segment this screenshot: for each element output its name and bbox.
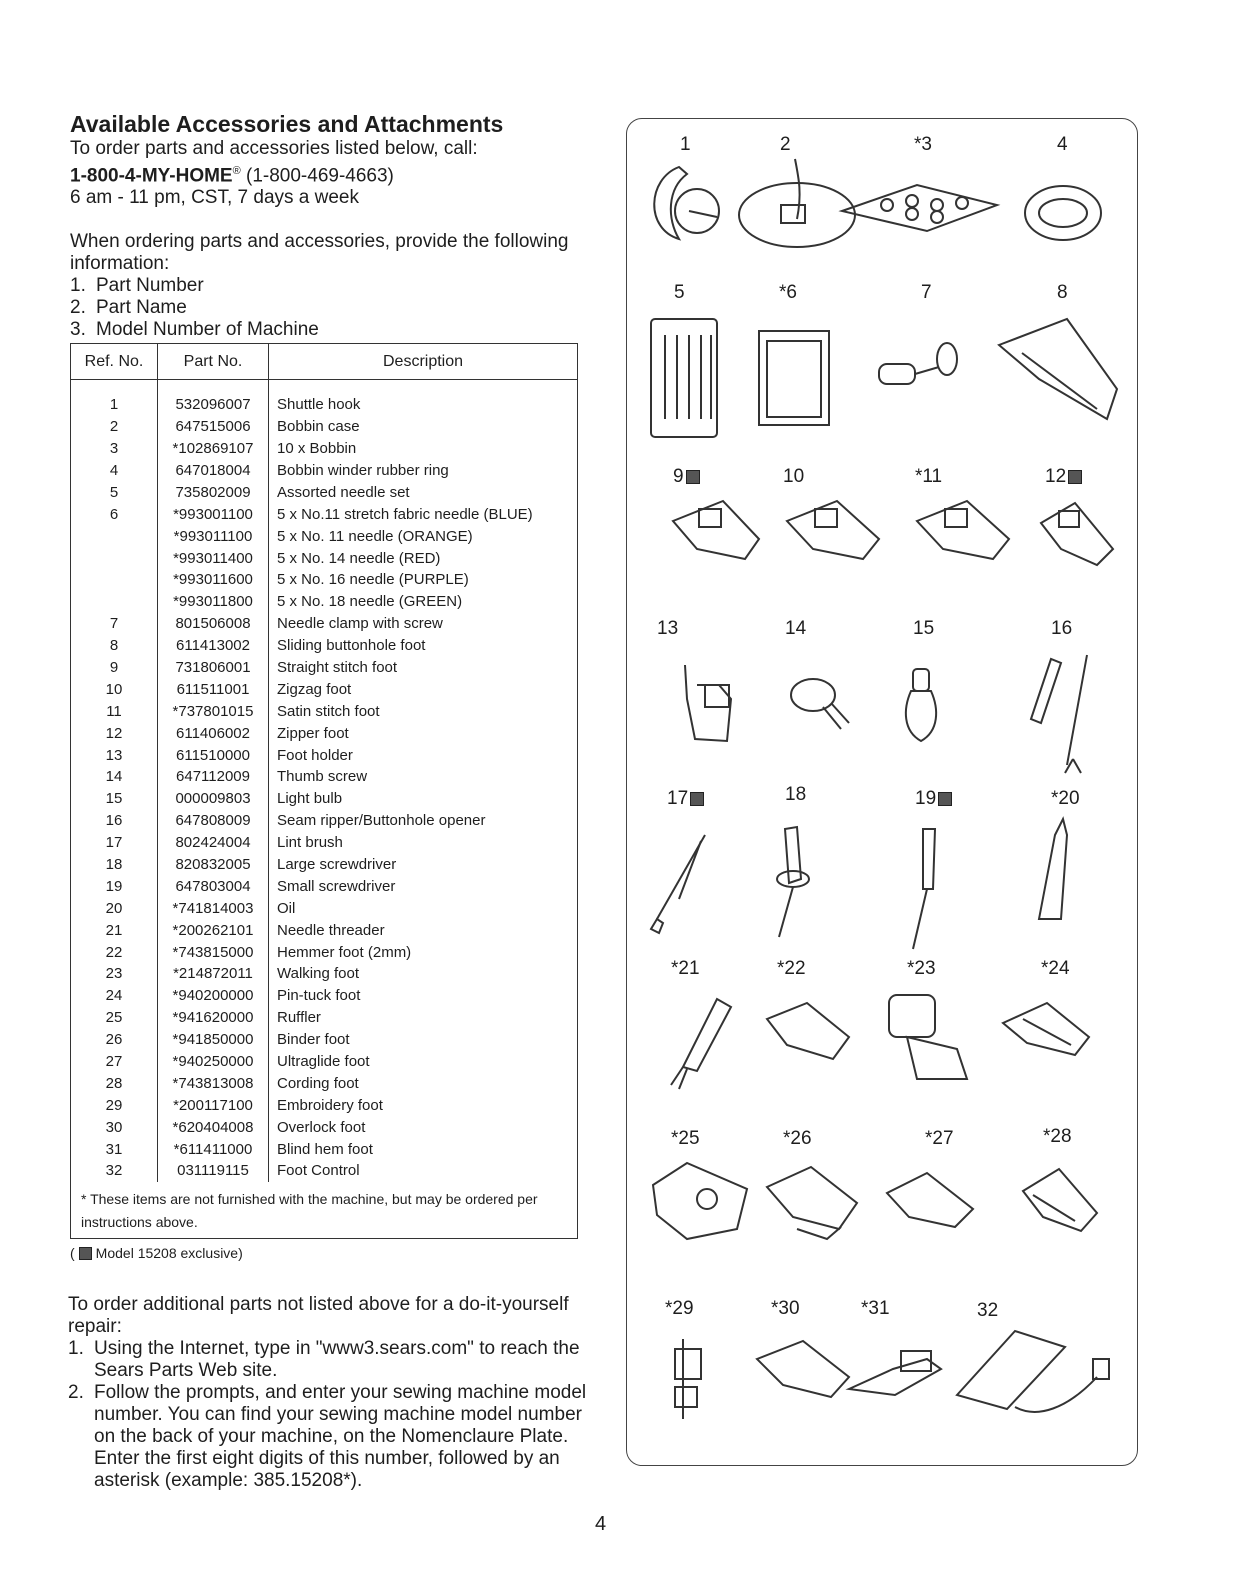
- ordering-intro: When ordering parts and accessories, provide the following information:: [70, 231, 569, 275]
- label-2: 2: [780, 134, 791, 155]
- zipper-foot-icon: [1041, 503, 1113, 565]
- cell-part: 647515006: [158, 416, 269, 438]
- table-row: [71, 854, 577, 876]
- cell-part: *993011800: [158, 591, 269, 613]
- cell-desc: Foot Control: [277, 1162, 360, 1180]
- label-16: 16: [1051, 618, 1073, 639]
- needle-set-icon: [651, 319, 717, 437]
- table-row: [71, 438, 577, 460]
- rubber-ring-icon: [1025, 186, 1101, 240]
- label-3: *3: [914, 134, 932, 155]
- label-27: *27: [925, 1128, 954, 1149]
- cell-part: *214872011: [158, 963, 269, 985]
- list-item: 1. Part Number: [70, 275, 204, 297]
- foot-holder-icon: [685, 665, 731, 741]
- exclusive-marker-icon: [79, 1247, 92, 1260]
- cell-part: 647018004: [158, 460, 269, 482]
- list-item: 3. Model Number of Machine: [70, 319, 319, 341]
- cell-part: 611413002: [158, 635, 269, 657]
- cell-ref: 7: [71, 613, 158, 635]
- cell-desc: 5 x No. 16 needle (PURPLE): [277, 571, 469, 589]
- ruffler-icon: [653, 1163, 747, 1239]
- cell-desc: Thumb screw: [277, 768, 368, 786]
- cell-part: 532096007: [158, 380, 269, 416]
- phone-bold: 1-800-4-MY-HOME: [70, 165, 233, 187]
- left-column: [70, 110, 600, 1261]
- cell-part: 820832005: [158, 854, 269, 876]
- table-row: [71, 1161, 577, 1183]
- cell-ref: 10: [71, 679, 158, 701]
- cell-desc: Lint brush: [277, 834, 343, 852]
- parts-table-body: [71, 380, 577, 1183]
- table-row: [71, 876, 577, 898]
- cell-part: 611406002: [158, 723, 269, 745]
- cell-part: *737801015: [158, 701, 269, 723]
- label-9: 9: [673, 467, 700, 487]
- cell-ref: 20: [71, 898, 158, 920]
- cell-desc: Foot holder: [277, 746, 353, 764]
- overlock-foot-icon: [757, 1341, 849, 1397]
- cell-desc: Assorted needle set: [277, 483, 410, 501]
- table-row: [71, 963, 577, 985]
- table-row: [71, 460, 577, 482]
- cell-desc: Small screwdriver: [277, 877, 396, 895]
- cell-desc: 5 x No. 11 needle (ORANGE): [277, 527, 473, 545]
- table-row: [71, 1139, 577, 1161]
- cell-ref: 24: [71, 985, 158, 1007]
- cell-ref: 31: [71, 1139, 158, 1161]
- table-row: [71, 745, 577, 767]
- needle-pack-icon: [759, 331, 829, 425]
- label-6: *6: [779, 282, 797, 303]
- pin-tuck-foot-icon: [1003, 1003, 1089, 1055]
- cell-ref: 29: [71, 1095, 158, 1117]
- cell-desc: Seam ripper/Buttonhole opener: [277, 812, 486, 830]
- page-title: Available Accessories and Attachments: [70, 111, 504, 137]
- cell-ref: 25: [71, 1007, 158, 1029]
- cell-desc: Binder foot: [277, 1031, 350, 1049]
- binder-foot-icon: [767, 1167, 857, 1239]
- cell-ref: 12: [71, 723, 158, 745]
- straight-stitch-foot-icon: [673, 501, 759, 559]
- hemmer-foot-icon: [767, 1003, 849, 1059]
- col-header-part: Part No.: [158, 344, 269, 380]
- cell-ref: 15: [71, 788, 158, 810]
- cell-ref: 22: [71, 942, 158, 964]
- walking-foot-icon: [889, 995, 967, 1079]
- cell-part: *993011600: [158, 569, 269, 591]
- phone-number: (1-800-469-4663): [240, 165, 394, 187]
- cell-ref: [71, 569, 158, 591]
- cell-desc: Ruffler: [277, 1009, 321, 1027]
- cell-desc: Blind hem foot: [277, 1140, 373, 1158]
- cell-desc: Hemmer foot (2mm): [277, 943, 412, 961]
- list-item: 1. Using the Internet, type in "www3.sears.com" to reach the Sears Parts Web site.: [68, 1338, 580, 1381]
- table-row: [71, 788, 577, 810]
- label-19: 19: [915, 789, 952, 809]
- additional-intro: To order additional parts not listed above for a do-it-yourself repair:: [68, 1294, 569, 1337]
- cell-part: *940200000: [158, 985, 269, 1007]
- label-14: 14: [785, 618, 807, 639]
- table-row: [71, 942, 577, 964]
- parts-table: [71, 344, 577, 1182]
- cell-part: 647808009: [158, 810, 269, 832]
- cell-part: 000009803: [158, 788, 269, 810]
- label-5: 5: [674, 282, 685, 303]
- col-header-ref: Ref. No.: [71, 344, 158, 380]
- table-row: [71, 701, 577, 723]
- cell-ref: 3: [71, 438, 158, 460]
- accessories-drawings: [627, 119, 1135, 1463]
- table-row: [71, 657, 577, 679]
- cell-desc: Zigzag foot: [277, 680, 352, 698]
- table-row: [71, 380, 577, 416]
- label-30: *30: [771, 1298, 800, 1319]
- cell-part: *941620000: [158, 1007, 269, 1029]
- label-21: *21: [671, 958, 700, 979]
- cell-desc: Embroidery foot: [277, 1096, 383, 1114]
- label-17: 17: [667, 789, 704, 809]
- cell-ref: [71, 591, 158, 613]
- table-row: [71, 526, 577, 548]
- cell-part: *941850000: [158, 1029, 269, 1051]
- needle-threader-icon: [671, 999, 731, 1089]
- cell-ref: 1: [71, 380, 158, 416]
- parts-table-frame: [70, 343, 578, 1239]
- lint-brush-icon: [651, 835, 705, 933]
- cell-part: 735802009: [158, 482, 269, 504]
- ordering-list: [70, 275, 600, 341]
- cell-desc: Ultraglide foot: [277, 1052, 370, 1070]
- cell-ref: 5: [71, 482, 158, 504]
- bobbins-icon: [842, 185, 997, 231]
- cell-ref: 11: [71, 701, 158, 723]
- cell-part: *743815000: [158, 942, 269, 964]
- label-8: 8: [1057, 282, 1068, 303]
- large-screwdriver-icon: [777, 827, 809, 937]
- blind-hem-foot-icon: [849, 1351, 941, 1395]
- cell-part: *102869107: [158, 438, 269, 460]
- label-1: 1: [680, 134, 691, 155]
- phone-line: [70, 160, 600, 187]
- cell-desc: 5 x No.11 stretch fabric needle (BLUE): [277, 505, 533, 523]
- table-row: [71, 723, 577, 745]
- cell-part: 802424004: [158, 832, 269, 854]
- cell-desc: 5 x No. 14 needle (RED): [277, 549, 441, 567]
- needle-clamp-icon: [879, 343, 957, 384]
- cell-part: 801506008: [158, 613, 269, 635]
- cell-ref: 26: [71, 1029, 158, 1051]
- small-screwdriver-icon: [913, 829, 935, 949]
- cell-ref: 16: [71, 810, 158, 832]
- cell-part: *200262101: [158, 920, 269, 942]
- label-23: *23: [907, 958, 936, 979]
- cell-part: *611411000: [158, 1139, 269, 1161]
- thumb-screw-icon: [791, 679, 849, 729]
- table-row: [71, 920, 577, 942]
- list-item: 2. Part Name: [70, 297, 187, 319]
- order-intro: [70, 138, 600, 209]
- label-29: *29: [665, 1298, 694, 1319]
- cell-ref: 23: [71, 963, 158, 985]
- cell-ref: 17: [71, 832, 158, 854]
- cell-part: 611511001: [158, 679, 269, 701]
- cell-part: 031119115: [158, 1161, 269, 1183]
- foot-control-icon: [957, 1331, 1109, 1412]
- cell-ref: 2: [71, 416, 158, 438]
- cell-desc: Overlock foot: [277, 1118, 366, 1136]
- additional-list: [68, 1338, 598, 1492]
- table-row: [71, 810, 577, 832]
- cell-desc: Straight stitch foot: [277, 658, 398, 676]
- table-row: [71, 766, 577, 788]
- cell-ref: 21: [71, 920, 158, 942]
- exclusive-note: ( Model 15208 exclusive): [70, 1245, 243, 1262]
- table-row: [71, 548, 577, 570]
- satin-stitch-foot-icon: [917, 501, 1009, 559]
- cell-part: 647803004: [158, 876, 269, 898]
- shuttle-hook-icon: [654, 167, 719, 239]
- table-row: [71, 569, 577, 591]
- list-item: 2. Follow the prompts, and enter your sewing machine model number. You can find your sewing machine model number on the back of your machine, on the Nomenclaure Plate. Enter the first eight digits of this number, followed by an asterisk (example: 385.15208*).: [68, 1382, 587, 1491]
- label-18: 18: [785, 784, 807, 805]
- label-15: 15: [913, 618, 935, 639]
- cell-part: *620404008: [158, 1117, 269, 1139]
- table-row: [71, 832, 577, 854]
- table-row: [71, 1095, 577, 1117]
- cell-desc: Bobbin winder rubber ring: [277, 461, 449, 479]
- cell-desc: Light bulb: [277, 790, 343, 808]
- table-header-row: [71, 344, 577, 380]
- table-row: [71, 898, 577, 920]
- cell-part: *200117100: [158, 1095, 269, 1117]
- embroidery-foot-icon: [675, 1339, 701, 1419]
- table-footnote: * These items are not furnished with the machine, but may be ordered per instructions above.: [81, 1191, 538, 1231]
- cell-part: *993011400: [158, 548, 269, 570]
- cell-desc: Shuttle hook: [277, 396, 361, 414]
- table-row: [71, 504, 577, 526]
- label-13: 13: [657, 618, 679, 639]
- table-row: [71, 1029, 577, 1051]
- cell-ref: 8: [71, 635, 158, 657]
- label-25: *25: [671, 1128, 700, 1149]
- cording-foot-icon: [1023, 1169, 1097, 1231]
- order-line: To order parts and accessories listed below, call:: [70, 138, 478, 159]
- oil-bottle-icon: [1039, 819, 1067, 919]
- cell-desc: 5 x No. 18 needle (GREEN): [277, 593, 463, 611]
- cell-part: *993001100: [158, 504, 269, 526]
- table-row: [71, 679, 577, 701]
- cell-part: 647112009: [158, 766, 269, 788]
- cell-desc: Satin stitch foot: [277, 702, 380, 720]
- label-24: *24: [1041, 958, 1070, 979]
- cell-ref: [71, 548, 158, 570]
- additional-parts-section: [68, 1294, 598, 1492]
- hours-line: 6 am - 11 pm, CST, 7 days a week: [70, 187, 359, 209]
- cell-ref: [71, 526, 158, 548]
- seam-ripper-icon: [1031, 655, 1087, 773]
- cell-desc: Bobbin case: [277, 418, 360, 436]
- cell-ref: 14: [71, 766, 158, 788]
- bobbin-case-icon: [739, 159, 855, 247]
- cell-desc: Cording foot: [277, 1074, 359, 1092]
- cell-desc: Pin-tuck foot: [277, 987, 361, 1005]
- cell-ref: 30: [71, 1117, 158, 1139]
- cell-ref: 6: [71, 504, 158, 526]
- cell-ref: 27: [71, 1051, 158, 1073]
- label-4: 4: [1057, 134, 1068, 155]
- cell-part: 731806001: [158, 657, 269, 679]
- label-12: 12: [1045, 467, 1082, 487]
- cell-part: *993011100: [158, 526, 269, 548]
- cell-ref: 9: [71, 657, 158, 679]
- label-22: *22: [777, 958, 806, 979]
- table-row: [71, 985, 577, 1007]
- table-row: [71, 635, 577, 657]
- label-28: *28: [1043, 1126, 1072, 1147]
- label-11: *11: [915, 466, 943, 487]
- cell-part: 611510000: [158, 745, 269, 767]
- table-row: [71, 591, 577, 613]
- cell-ref: 13: [71, 745, 158, 767]
- light-bulb-icon: [906, 669, 936, 741]
- label-26: *26: [783, 1128, 812, 1149]
- cell-ref: 32: [71, 1161, 158, 1183]
- label-7: 7: [921, 282, 932, 303]
- cell-part: *940250000: [158, 1051, 269, 1073]
- label-31: *31: [861, 1298, 890, 1319]
- col-header-desc: Description: [269, 344, 578, 380]
- cell-desc: Needle clamp with screw: [277, 615, 443, 633]
- table-row: [71, 1073, 577, 1095]
- cell-part: *743813008: [158, 1073, 269, 1095]
- cell-desc: Sliding buttonhole foot: [277, 637, 426, 655]
- cell-desc: Zipper foot: [277, 724, 349, 742]
- cell-desc: Needle threader: [277, 921, 385, 939]
- cell-ref: 18: [71, 854, 158, 876]
- table-row: [71, 1051, 577, 1073]
- table-row: [71, 1007, 577, 1029]
- table-row: [71, 613, 577, 635]
- cell-ref: 28: [71, 1073, 158, 1095]
- cell-desc: 10 x Bobbin: [277, 440, 357, 458]
- table-row: [71, 482, 577, 504]
- buttonhole-foot-icon: [999, 319, 1117, 419]
- zigzag-foot-icon: [787, 501, 879, 559]
- label-10: 10: [783, 466, 805, 487]
- cell-desc: Oil: [277, 899, 296, 917]
- cell-ref: 19: [71, 876, 158, 898]
- cell-desc: Large screwdriver: [277, 855, 397, 873]
- table-row: [71, 1117, 577, 1139]
- cell-desc: Walking foot: [277, 965, 359, 983]
- accessories-illustration-panel: [626, 118, 1138, 1466]
- page-number: 4: [595, 1513, 607, 1535]
- cell-part: *741814003: [158, 898, 269, 920]
- label-20: *20: [1051, 788, 1080, 809]
- ultraglide-foot-icon: [887, 1173, 973, 1227]
- label-32: 32: [977, 1300, 999, 1321]
- table-row: [71, 416, 577, 438]
- registered-mark: ®: [232, 165, 241, 177]
- cell-ref: 4: [71, 460, 158, 482]
